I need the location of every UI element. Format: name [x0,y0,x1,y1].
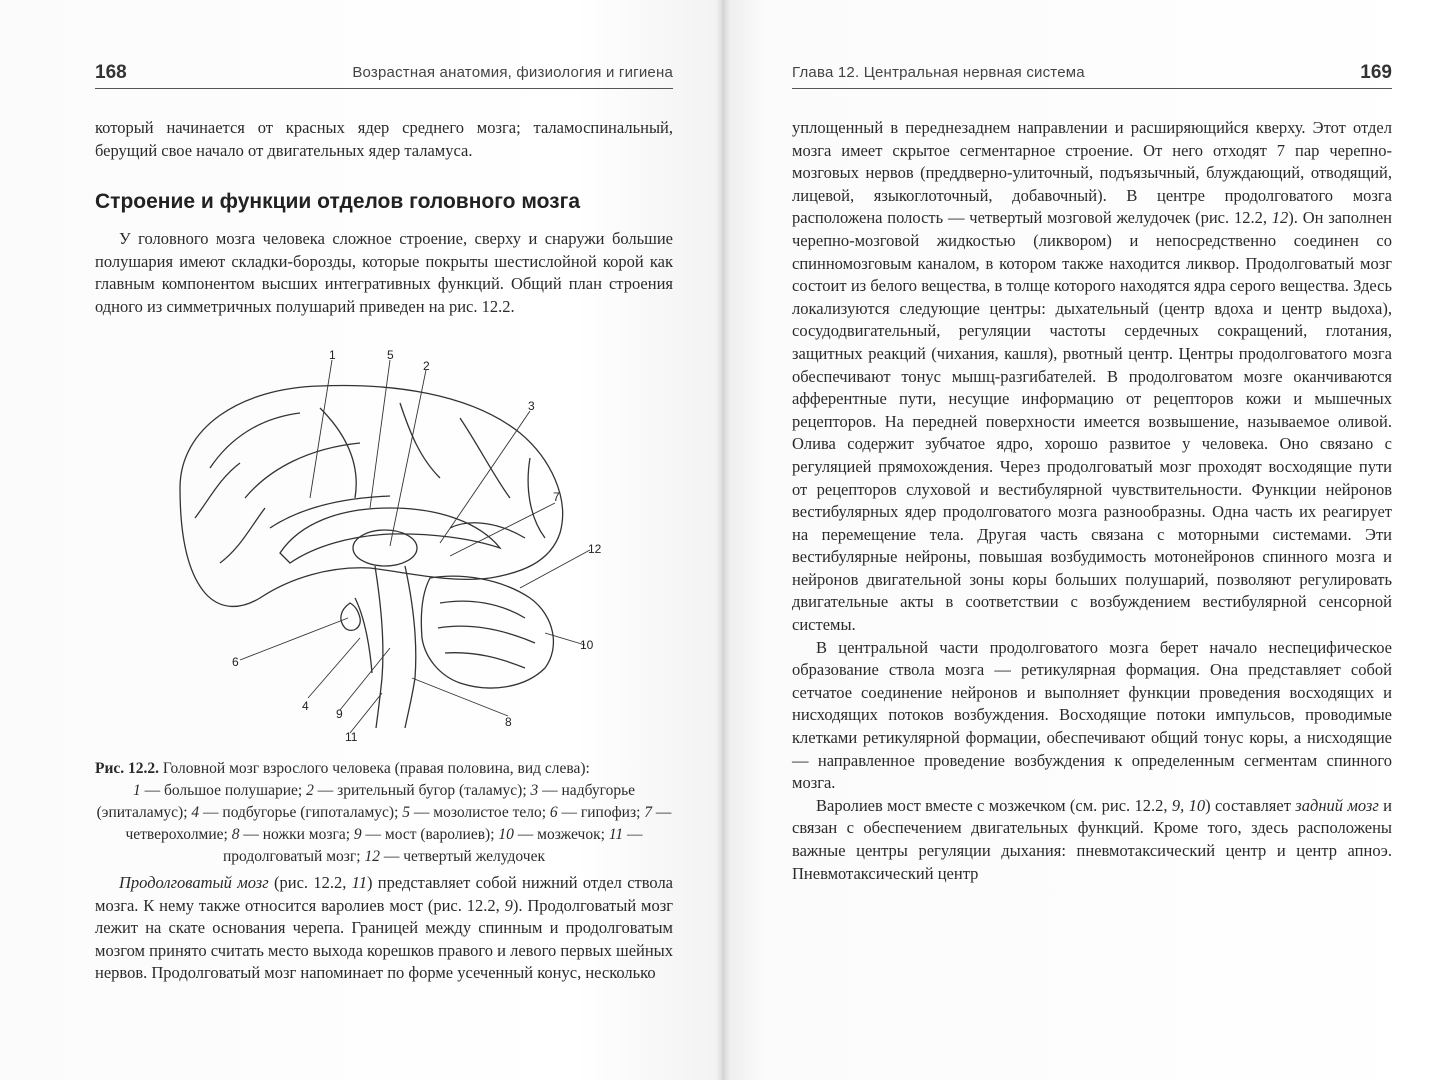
section-heading: Строение и функции отделов головного мозга [95,190,581,213]
right-paragraph-3 [792,795,1392,885]
ref-num: 9 [504,895,513,915]
brain-illustration [150,348,620,743]
caption-num: 8 [231,826,240,843]
fig-label-7: 7 [553,490,560,504]
caption-item: мозжечок; [537,826,605,843]
left-header-rule [95,88,673,89]
left-page-number: 168 [95,62,127,83]
body-text: ). Продолговатый мозг лежит на скате основания черепа. Границей между спинным и продолговатым мозгом принято считать место выхода корешков правого и левого первых шейных нервов. Продолговатый мозг напоминает по форме усеченный конус, несколько [95,895,674,983]
caption-item: четверохолмие; [125,826,228,843]
caption-num: 1 [132,782,141,799]
right-paragraph-2: В центральной части продолговатого мозга берет начало неспецифическое образование ствола мозга — ретикулярная формация. Она представляет собой сетчатое соединение нейронов и выполняет функции проведения восходящих и нисходящих потоков возбуждения. Восходящие потоки импульсов, проводимые клетками ретикулярной формации, обеспечивают общий тонус коры, а нисходящие — направленное проведение возбуждения к определенным сегментам спинного мозга. [792,637,1392,793]
caption-num: 11 [608,826,624,843]
caption-num: 9 [353,826,362,843]
intro-text: У головного мозга человека сложное строение, сверху и снаружи большие полушария имеют складки-борозды, которые покрыты шестислойной корой как главным компонентом высших интегративных функций. Общий план строения одного из симметричных полушарий приведен на рис. 12.2. [95,229,673,316]
caption-item: мост (варолиев); [384,826,495,843]
caption-num: 12 [364,848,380,865]
fig-label-5: 5 [387,348,394,362]
ref-text: (рис. 12.2, [268,873,352,892]
caption-item: четвертый желудочек [403,848,545,865]
book-gutter [716,0,730,1080]
caption-item: мозолистое тело; [433,804,547,821]
caption-num: 4 [191,804,200,821]
fig-label-1: 1 [329,348,336,362]
medulla-paragraph [95,872,673,985]
left-top-paragraph [95,117,673,162]
caption-num: 5 [402,804,411,821]
left-body-paragraph [95,872,673,985]
caption-item: большое полушарие; [163,782,303,799]
caption-num: 6 [549,804,558,821]
right-text-column [792,117,1392,885]
right-page-number: 169 [1360,62,1392,83]
caption-item: надбугорье (эпиталамус); [96,782,636,821]
caption-lead [95,758,673,780]
fig-label-6: 6 [232,655,239,669]
body-text: ) составляет [1205,795,1296,815]
caption-item: ножки мозга; [262,826,351,843]
ref-num: 12 [1271,208,1289,228]
fig-label-10: 10 [580,638,594,652]
right-running-title: Глава 12. Центральная нервная система [792,64,1085,81]
left-top-text: который начинается от красных ядер среднего мозга; таламоспинальный, берущий свое начало от двигательных ядер таламуса. [95,118,673,160]
right-running-head [792,58,1392,88]
fig-label-2: 2 [423,359,430,373]
figure-caption [95,758,673,868]
right-paragraph-1 [792,117,1392,637]
caption-items: 1 — большое полушарие; 2 — зрительный бугор (таламус); 3 — надбугорье (эпиталамус); 4 — подбугорье (гипоталамус); 5 — мозолистое тело; 6 — гипофиз; 7 — четверохолмие; 8 — ножки мозга; 9 — мост (варолиев); 10 — мозжечок; 11 — продолговатый мозг; 12 — четвертый желудочек [96,782,672,865]
right-page [722,0,1444,1080]
brain-figure [150,348,620,743]
caption-item: гипофиз; [580,804,641,821]
caption-title: Головной мозг взрослого человека (правая половина, вид слева): [162,760,590,777]
left-running-title: Возрастная анатомия, физиология и гигиена [352,64,673,81]
fig-label-9: 9 [336,707,343,721]
fig-label-3: 3 [528,399,535,413]
caption-item: подбугорье (гипоталамус); [222,804,399,821]
caption-item: продолговатый мозг; [223,848,361,865]
medulla-term: Продолговатый мозг [119,873,269,892]
fig-label-11: 11 [345,730,358,743]
right-header-rule [792,88,1392,89]
hindbrain-term: задний мозг [1295,795,1379,815]
body-text: уплощенный в переднезаднем направлении и расширяющийся кверху. Этот отдел мозга имеет скрытое сегментарное строение. От него отходят 7 пар черепно-мозговых нервов (преддверно-улиточный, подъязычный, блуждающий, отводящий, лицевой, языкоглоточный, добавочный). В центре продолговатого мозга расположена полость — четвертый мозговой желудочек (рис. 12.2, [792,118,1392,228]
body-text: ). Он заполнен черепно-мозговой жидкостью (ликвором) и непосредственно соединен со спинномозговым каналом, в котором также находится ликвор. Продолговатый мозг состоит из белого вещества, в толще которого находятся ядра серого вещества. Здесь локализуются следующие центры: дыхательный (центр вдоха и центр выдоха), сосудодвигательный, регуляции частоты сердечных сокращений, глотания, защитных реакций (чихания, кашля), рвотный центр. Центры продолговатого мозга обеспечивают тонус мышц-разгибателей. В продолговатом мозге оканчиваются афферентные пути, несущие информацию от рецепторов кожи и мышечных рецепторов. На передней поверхности имеется возвышение, называемое оливой. Олива содержит зубчатое ядро, хорошо развитое у человека. Оно связано с регуляцией прямохождения. Через продолговатый мозг проходят восходящие пути от рецепторов слуховой и вестибулярной чувствительности. Функции нейронов вестибулярных ядер продолговатого мозга разнообразны. Одна часть их реагирует на перемещение тела. Другая часть связана с моторными системами. Эти вестибулярные нейроны, повышая возбудимость мотонейронов спинного мозга и нейронов двигательной зоны коры больших полушарий, позволяют регулировать двигательные акты в соответствии с возбуждением вестибулярной сенсорной системы. [792,208,1392,635]
caption-num: 3 [530,782,539,799]
body-text: Варолиев мост вместе с мозжечком (см. рис. 12.2, [816,795,1172,815]
ref-num: 11 [351,873,367,892]
body-text: ) представляет собой нижний отдел ствола мозга. К нему также относится варолиев мост (рис. 12.2, [95,873,674,915]
caption-item: зрительный бугор (таламус); [337,782,527,799]
caption-label: Рис. 12.2. [95,760,160,777]
fig-label-8: 8 [505,715,512,729]
caption-num: 10 [498,826,514,843]
body-text: и связан с обеспечением двигательных функций. Кроме того, здесь расположены важные центры регуляции дыхания: пневмотаксический центр и центр апноэ. Пневмотаксический центр [792,795,1392,883]
fig-label-4: 4 [302,699,309,713]
ref-num: 9, 10 [1171,795,1206,815]
caption-num: 2 [306,782,314,799]
fig-label-12: 12 [588,542,602,556]
left-running-head [95,58,673,88]
intro-paragraph [95,228,673,318]
caption-num: 7 [644,804,652,821]
